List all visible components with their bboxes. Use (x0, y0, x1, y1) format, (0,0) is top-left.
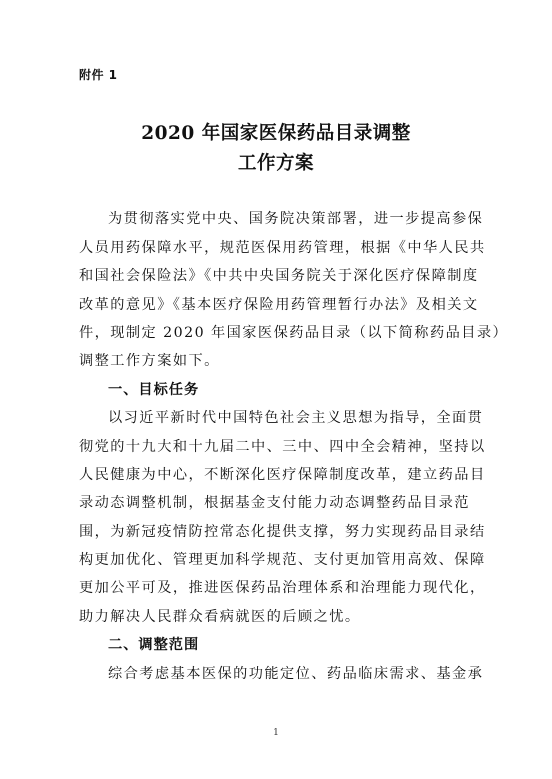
page-number: 1 (273, 728, 279, 738)
section1-paragraph-line: 以习近平新时代中国特色社会主义思想为指导，全面贯 (108, 410, 484, 426)
intro-paragraph-line: 调整工作方案如下。 (79, 353, 220, 369)
document-title-line-1: 2020 年国家医保药品目录调整 (141, 123, 411, 144)
section1-paragraph-line: 助力解决人民群众看病就医的后顾之忧。 (79, 609, 361, 625)
section1-paragraph-line: 人民健康为中心，不断深化医疗保障制度改革，建立药品目 (79, 467, 486, 483)
section1-paragraph-line: 彻党的十九大和十九届二中、三中、四中全会精神，坚持以 (79, 439, 486, 455)
section-heading-scope: 二、调整范围 (108, 637, 200, 653)
intro-paragraph-line: 人员用药保障水平，规范医保用药管理，根据《中华人民共 (79, 240, 486, 256)
intro-paragraph-line: 改革的意见》《基本医疗保险用药管理暂行办法》及相关文 (79, 297, 479, 313)
section2-paragraph-line: 综合考虑基本医保的功能定位、药品临床需求、基金承 (108, 666, 484, 682)
intro-paragraph-line: 件，现制定 2020 年国家医保药品目录（以下简称药品目录） (79, 325, 509, 341)
section1-paragraph-line: 录动态调整机制，根据基金支付能力动态调整药品目录范 (79, 495, 470, 511)
section1-paragraph-line: 更加公平可及，推进医保药品治理体系和治理能力现代化， (79, 580, 486, 596)
intro-paragraph-line: 为贯彻落实党中央、国务院决策部署，进一步提高参保 (108, 211, 484, 227)
section-heading-goals: 一、目标任务 (108, 382, 200, 398)
section1-paragraph-line: 围，为新冠疫情防控常态化提供支撑，努力实现药品目录结 (79, 524, 486, 540)
document-title-line-2: 工作方案 (237, 153, 314, 174)
intro-paragraph-line: 和国社会保险法》《中共中央国务院关于深化医疗保障制度 (79, 268, 479, 284)
attachment-label: 附件 1 (79, 68, 118, 82)
section1-paragraph-line: 构更加优化、管理更加科学规范、支付更加管用高效、保障 (79, 552, 486, 568)
